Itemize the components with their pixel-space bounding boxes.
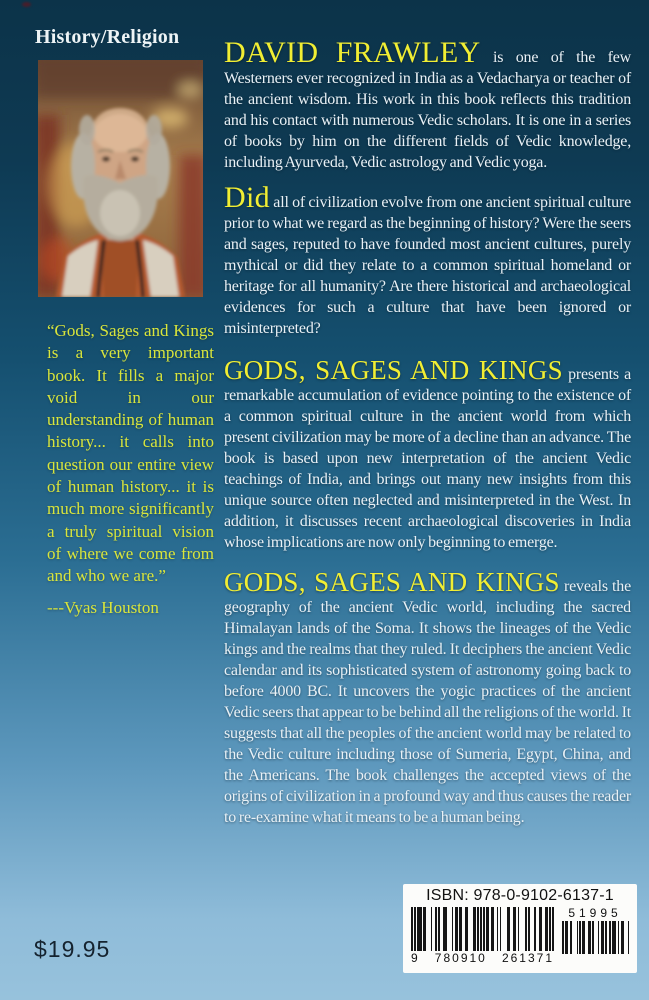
lead-did: Did: [224, 181, 270, 214]
supplement-bars: [561, 921, 629, 954]
ean13-barcode: [411, 907, 554, 964]
isbn-label: ISBN: 978-0-9102-6137-1: [426, 887, 614, 904]
paragraph-text: reveals the geography of the ancient Vedic world, including the sacred Himalayan lands of the Soma. It shows the lineages of the Vedic kings and the realms that they ruled. It deciphers the ancient Vedic calendar and its sophisticated system of astronomy going back to before 4000 BC. It uncovers the yogic practices of the ancient Vedic seers that appear to be behind all the religions of the world. It suggests that all the peoples of the ancient world may be related to the Vedic culture including those of Sumeria, Egypt, China, and the Americans. The book challenges the accepted views of the origins of civilization in a profound way and thus causes the reader to re-examine what it means to be a human being.: [224, 578, 632, 826]
print-speck: [22, 2, 31, 7]
barcode-panel: [403, 884, 637, 973]
author-photo: [38, 60, 203, 297]
paragraph-book-reveals: [224, 567, 632, 828]
ean-digit-group: 261371: [501, 951, 554, 965]
ean13-bars: [411, 907, 554, 951]
endorsement-quote: [47, 320, 214, 619]
price-label: $19.95: [34, 936, 111, 962]
quote-attribution: ---Vyas Houston: [47, 597, 159, 617]
supplement-digits: 51995: [568, 906, 622, 920]
lead-author-name: DAVID FRAWLEY: [224, 36, 481, 69]
paragraph-book-presents: [224, 355, 631, 553]
lead-book-title: GODS, SAGES AND KINGS: [224, 355, 563, 385]
quote-text: “Gods, Sages and Kings is a very important book. It fills a major void in our understanding of human history... it calls into question our entire view of human history... it is much more significantly a truly spiritual vision of where we come from and who we are.”: [47, 321, 214, 586]
lead-book-title: GODS, SAGES AND KINGS: [224, 567, 560, 597]
price-supplement-barcode: [561, 907, 629, 964]
paragraph-text: is one of the few Westerners ever recognized in India as a Vedacharya or teacher of the ancient wisdom. His work in this book reflects this tradition and his contact with numerous Vedic scholars. It is one in a series of books by him on the different fields of Vedic knowledge, including Ayurveda, Vedic astrology and Vedic yoga.: [224, 49, 631, 171]
ean-digit-group: 9: [411, 951, 420, 965]
paragraph-author-bio: [224, 36, 631, 173]
back-cover-copy: [224, 0, 631, 828]
paragraph-text: presents a remarkable accumulation of evidence pointing to the existence of a common spiritual culture in the ancient world from which present civilization may be more of a decline than an advance. The book is based upon new interpretation of the ancient Vedic teachings of India, and brings out many new insights from this unique source often neglected and misinterpreted in the West. In addition, it discusses recent archaeological discoveries in India whose implications are now only beginning to emerge.: [224, 366, 631, 551]
paragraph-text: all of civilization evolve from one ancient spiritual culture prior to what we regard as the beginning of history? Were the seers and sages, reputed to have founded most ancient cultures, purely mythical or did they relate to a common spiritual homeland or heritage for all humanity? Are there historical and archaeological evidences for such a culture that have been ignored or misinterpreted?: [224, 194, 631, 337]
genre-label: History/Religion: [35, 26, 180, 48]
ean13-digits: [411, 952, 554, 964]
ean-digit-group: 780910: [434, 951, 487, 965]
paragraph-questions: [224, 181, 631, 339]
